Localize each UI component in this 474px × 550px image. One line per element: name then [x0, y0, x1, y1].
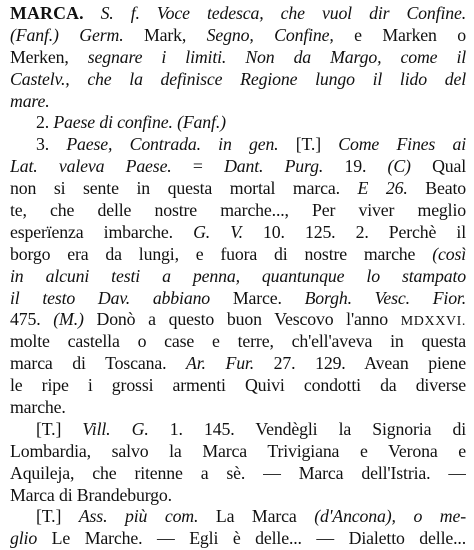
non-da-margo: Non da Margo,: [245, 46, 382, 67]
sense-3-line-5: [10, 222, 466, 244]
sense-3-line-2: [10, 156, 466, 178]
sense-3-line-1: [10, 134, 466, 156]
vill-text-2: Lombardia, salvo la Marca Trivigiana e Verona e: [10, 440, 466, 461]
lat-valeva: Lat. valeva Paese.: [10, 156, 172, 177]
marce: Marce.: [232, 287, 282, 308]
vill-ref: 1. 145.: [169, 418, 235, 439]
sense-2: [10, 112, 466, 134]
source-gv: G. V.: [193, 221, 243, 242]
sense-3-line-9: [10, 309, 466, 331]
la-marca: La Marca: [215, 506, 297, 527]
glio: glio: [10, 528, 38, 549]
vill-line-1: [10, 419, 466, 441]
ass-line-2: [10, 528, 466, 550]
segnare-phrase: segnare i limiti.: [87, 46, 227, 67]
year-mdxxvi: MDXXVI.: [400, 314, 466, 330]
ref-475: 475.: [10, 309, 41, 330]
o-me: o me-: [413, 506, 466, 527]
entry-line-2: [10, 25, 466, 47]
ass-line-1: [10, 506, 466, 528]
quote-6: il testo Dav. abbiano: [10, 287, 211, 308]
word-merken: Merken,: [10, 46, 69, 67]
word-confine: Confine,: [274, 24, 334, 45]
word-segno: Segno,: [206, 24, 254, 45]
source-dant: Dant. Purg.: [224, 156, 324, 177]
quote-1: non si sente in questa mortal marca.: [10, 178, 340, 199]
ref-e26: E 26.: [357, 178, 408, 199]
source-c: (C): [387, 156, 411, 177]
vill-line-4: [10, 485, 466, 507]
sense-3-line-10: [10, 331, 466, 353]
dono: Donò a questo buon Vescovo l'anno: [96, 309, 388, 330]
sense-3-line-12: [10, 375, 466, 397]
sense-3-line-13: [10, 397, 466, 419]
entry-line-1: MARCA. S. f. Voce tedesca, che vuol dir Confine.: [10, 3, 466, 23]
ar-ref: 27. 129.: [273, 353, 346, 374]
quote-8: marca di Toscana.: [10, 353, 167, 374]
quote-10: marche.: [10, 397, 66, 418]
ancona: (d'Ancona),: [314, 506, 396, 527]
sense-2-text: Paese di confine.: [53, 112, 173, 133]
word-marken: Marken: [382, 24, 437, 45]
grammar-label: S. f.: [100, 3, 140, 23]
quote-7: molte castella o case e terre, ch'ell'aveva in questa: [10, 331, 466, 352]
sense-3-line-7: [10, 266, 466, 288]
cosi: (così: [432, 243, 466, 264]
definition-intro: Voce tedesca, che vuol dir Confine.: [156, 3, 466, 23]
word-mare: mare.: [10, 90, 50, 111]
source-vill: Vill. G.: [82, 418, 149, 439]
word-mark: Mark,: [143, 24, 187, 45]
ass-label: Ass. più com.: [78, 506, 199, 527]
entry-line-5: [10, 91, 466, 113]
qual: Qual: [432, 156, 466, 177]
sense-3-text: Paese, Contrada. in gen.: [66, 134, 279, 155]
germ-label: Germ.: [79, 24, 124, 45]
source-ar: Ar. Fur.: [186, 353, 255, 374]
castelv-definition: che la definisce Regione lungo il lido del: [87, 68, 466, 89]
source-borgh: Borgh. Vesc. Fior.: [304, 287, 466, 308]
entry-line-4: [10, 69, 466, 91]
quote-5: in alcuni testi a penna, quantunque lo stampato: [10, 265, 466, 286]
vill-line-3: [10, 463, 466, 485]
sense-3-line-3: [10, 178, 466, 200]
sense-3-number: 3.: [36, 134, 50, 155]
come-il: come il: [400, 46, 466, 67]
sense-2-source: (Fanf.): [177, 112, 226, 133]
come-fines: Come Fines ai: [338, 134, 466, 155]
ass-tag: [T.]: [36, 506, 62, 527]
quote-9: le ripe i grossi armenti Quivi condotti da diverse: [10, 375, 466, 396]
sense-3-line-4: [10, 200, 466, 222]
perche: Perchè il: [388, 221, 466, 242]
sense-3-line-6: [10, 244, 466, 266]
conj-o: o: [457, 24, 466, 45]
vill-text-1: Vendègli la Signoria di: [255, 418, 466, 439]
gv-ref: 10. 125. 2.: [263, 221, 369, 242]
sense-2-number: 2.: [36, 112, 50, 133]
headword: MARCA: [10, 3, 80, 23]
source-castelv: Castelv.,: [10, 68, 70, 89]
sense-3-line-8: [10, 288, 466, 310]
tag-t: [T.]: [295, 134, 321, 155]
quote-3: esperïenza imbarche.: [10, 221, 173, 242]
le-marche: Le Marche. — Egli è delle... — Dialetto delle...: [51, 528, 466, 549]
conj-e: e: [354, 24, 362, 45]
quote-2: te, che delle nostre marche..., Per viver meglio: [10, 200, 466, 221]
dant-ref: 19.: [344, 156, 367, 177]
vill-text-3: Aquileja, che ritenne a sè. — Marca dell'Istria. —: [10, 462, 466, 483]
entry-line-3: [10, 47, 466, 69]
quote-4: borgo era da lungi, e fuora di nostre marche: [10, 243, 416, 264]
sense-3-line-11: [10, 353, 466, 375]
source-m: (M.): [53, 309, 84, 330]
source-fanf: (Fanf.): [10, 24, 59, 45]
beato: Beato: [425, 178, 466, 199]
avean: Avean piene: [364, 353, 466, 374]
vill-tag: [T.]: [36, 418, 62, 439]
vill-line-2: [10, 441, 466, 463]
vill-text-4: Marca di Brandeburgo.: [10, 484, 172, 505]
equals-sign: =: [192, 156, 203, 177]
